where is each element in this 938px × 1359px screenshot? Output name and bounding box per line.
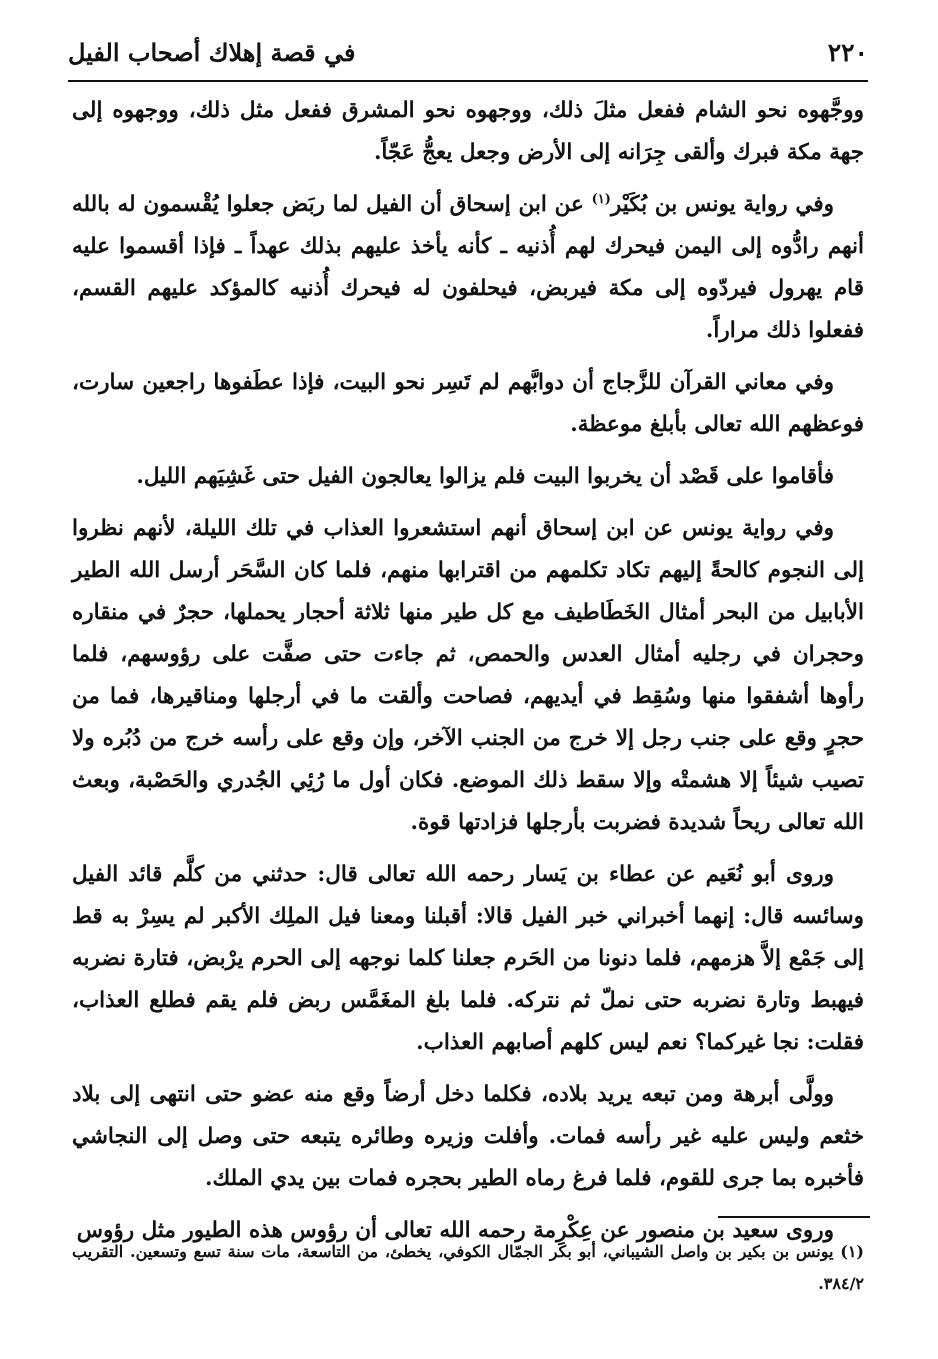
paragraph-2-lead: وفي رواية يونس بن بُكَيْر	[610, 192, 834, 217]
paragraph-1: ووجَّهوه نحو الشام ففعل مثلَ ذلك، ووجهوه نحو المشرق ففعل مثل ذلك، ووجهوه إلى جهة مكة فبرك وألقى جِرَانه إلى الأرض وجعل يعجُّ عَجّاً.	[72, 98, 864, 165]
header-rule	[68, 80, 868, 82]
paragraph-8: وروى سعيد بن منصور عن عِكْرِمة رحمه الله تعالى أن رؤوس هذه الطيور مثل رؤوس	[76, 1218, 834, 1243]
page-number: ٢٢٠	[827, 38, 868, 67]
paragraph-2-text: عن ابن إسحاق أن الفيل لما ربَض جعلوا يُقْسمون له بالله أنهم رادُّوه إلى اليمن فيحرك لهم أُذنيه ـ كأنه يأخذ عليهم بذلك عهداً ـ فإذا أقسموا عليه قام يهرول فيردّوه إلى مكة فيربض، فيحلفون له فيحرك أُذنيه كالمؤكد عليهم القسم، ففعلوا ذلك مراراً.	[72, 192, 864, 343]
paragraph-3: وفي معاني القرآن للزَّجاج أن دوابَّهم لم تَسِر نحو البيت، فإذا عطَفوها راجعين سارت، فوعظهم الله تعالى بأبلغ موعظة.	[72, 370, 864, 437]
paragraph-4: فأقاموا على قَصْد أن يخربوا البيت فلم يزالوا يعالجون الفيل حتى غَشِيَهم الليل.	[136, 464, 834, 489]
paragraph-7: وولَّى أبرهة ومن تبعه يريد بلاده، فكلما دخل أرضاً وقع منه عضو حتى انتهى إلى بلاد خثعم وليس عليه غير رأسه فمات. وأفلت وزيره وطائره يتبعه حتى وصل إلى النجاشي فأخبره بما جرى للقوم، فلما فرغ رماه الطير بحجره فمات بين يدي الملك.	[72, 1082, 864, 1191]
main-text	[72, 90, 864, 1262]
paragraph-6: وروى أبو نُعَيم عن عطاء بن يَسار رحمه الله تعالى قال: حدثني من كلَّم قائد الفيل وسائسه قال: إنهما أخبراني خبر الفيل قالا: أقبلنا ومعنا فيل الملِك الأكبر لم يسِرْ به قط إلى جَمْع إلاَّ هزمهم، فلما دنونا من الحَرم جعلنا كلما نوجهه إلى الحرم يرْبض، فتارة نضربه فيهبط وتارة نضربه حتى نملّ ثم نتركه. فلما بلغ المغَمَّس ربض فلم يقم فطلع العذاب، فقلت: نجا غيركما؟ نعم ليس كلهم أصابهم العذاب.	[72, 862, 864, 1055]
page-header	[68, 34, 868, 76]
footnote-marker: (١)	[591, 191, 611, 207]
running-title: في قصة إهلاك أصحاب الفيل	[68, 38, 356, 67]
footnote: (١) يونس بن بكير بن واصل الشيباني، أبو بكر الجمّال الكوفي، يخطئ، من التاسعة، مات سنة تسع وتسعين. التقريب ٣٨٤/٢.	[72, 1242, 864, 1293]
footnote-rule	[718, 1216, 870, 1218]
paragraph-5: وفي رواية يونس عن ابن إسحاق أنهم استشعروا العذاب في تلك الليلة، لأنهم نظروا إلى النجوم كالحةً إليهم تكاد تكلمهم من اقترابها منهم، فلما كان السَّحَر أرسل الله الطير الأبابيل من البحر أمثال الخَطَاطيف مع كل طير منها ثلاثة أحجار يحملها، حجرٌ في منقاره وحجران في رجليه أمثال العدس والحمص، ثم جاءت حتى صفَّت على رؤوسهم، فلما رأوها أشفقوا منها وسُقِط في أيديهم، فصاحت وألقت ما في أرجلها ومناقيرها، فما من حجرٍ وقع على جنب رجل إلا خرج من الجنب الآخر، وإن وقع على رأسه خرج من دُبُره ولا تصيب شيئاً إلا هشمتْه وإلا سقط ذلك الموضع. فكان أول ما رُئِي الجُدري والحَصْبة، وبعث الله تعالى ريحاً شديدة فضربت بأرجلها فزادتها قوة.	[72, 516, 864, 835]
paragraph-2	[72, 184, 864, 352]
